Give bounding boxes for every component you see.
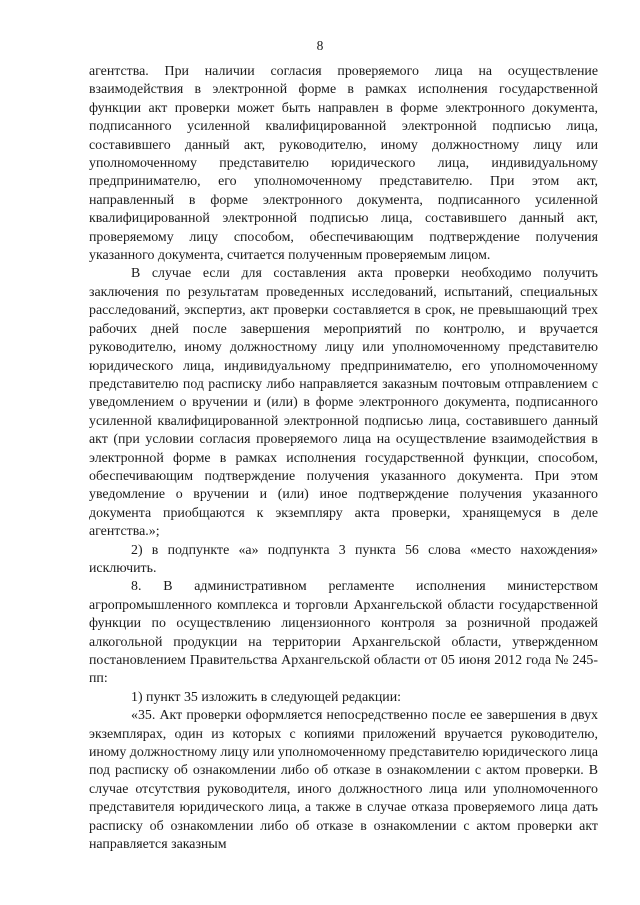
page-number: 8 [316,38,324,53]
paragraph-act-conclusions: В случае если для составления акта проверки необходимо получить заключения по результатам проведенных исследований, испытаний, специальных расследований, экспертиз, акт проверки составляется в срок, не превышающий трех рабочих дней после завершения мероприятий по контролю, и вручается руководителю, иному должностному лицу или уполномоченному представителю юридического лица, индивидуальному предпринимателю, его уполномоченному представителю под расписку либо направляется заказным почтовым отправлением с уведомлением о вручении и (или) в форме электронного документа, подписанного усиленной квалифицированной электронной подписью лица, составившего данный акт (при условии согласия проверяемого лица на осуществление взаимодействия в электронной форме в рамках исполнения государственной функции, способом, обеспечивающим подтверждение получения указанного документа. При этом уведомление о вручении и (или) иное подтверждение получения указанного документа приобщаются к экземпляру акта проверки, хранящемуся в деле агентства.»; [89,266,598,540]
paragraph-point-35: «35. Акт проверки оформляется непосредственно после ее завершения в двух экземплярах, один из которых с копиями приложений вручается руководителю, иному должностному лицу или уполномоченному представителю юридического лица под расписку об ознакомлении либо об отказе в ознакомлении с актом проверки. В случае отсутствия руководителя, иного должностного лица или уполномоченного представителя юридического лица, а также в случае отказа проверяемого лица дать расписку об ознакомлении либо об отказе в ознакомлении с актом проверки акт направляется заказным [89,708,599,853]
paragraph-continuation-agency: агентства. При наличии согласия проверяемого лица на осуществление взаимодействия в электронной форме в рамках исполнения государственной функции акт проверки может быть направлен в форме электронного документа, подписанного усиленной квалифицированной электронной подписью лица, составившего данный акт, руководителю, иному должностному лицу или уполномоченному представителю юридического лица, индивидуальному предпринимателю, его уполномоченному представителю. При этом акт, направленный в форме электронного документа, подписанного усиленной квалифицированной электронной подписью лица, составившего данный акт, проверяемому лицу способом, обеспечивающим подтверждение получения указанного документа, считается полученным проверяемым лицом. [89,64,598,264]
document-body [89,63,598,854]
paragraph-item-8: 8. В административном регламенте исполнения министерством агропромышленного комплекса и торговли Архангельской области государственной функции по осуществлению лицензионного контроля за розничной продажей алкогольной продукции на территории Архангельской области, утвержденном постановлением Правительства Архангельской области от 05 июня 2012 года № 245-пп: [89,579,598,687]
paragraph-subitem-1: 1) пункт 35 изложить в следующей редакции: [131,689,402,705]
paragraph-subitem-2: 2) в подпункте «а» подпункта 3 пункта 56 слова «место нахождения» исключить. [89,542,598,576]
